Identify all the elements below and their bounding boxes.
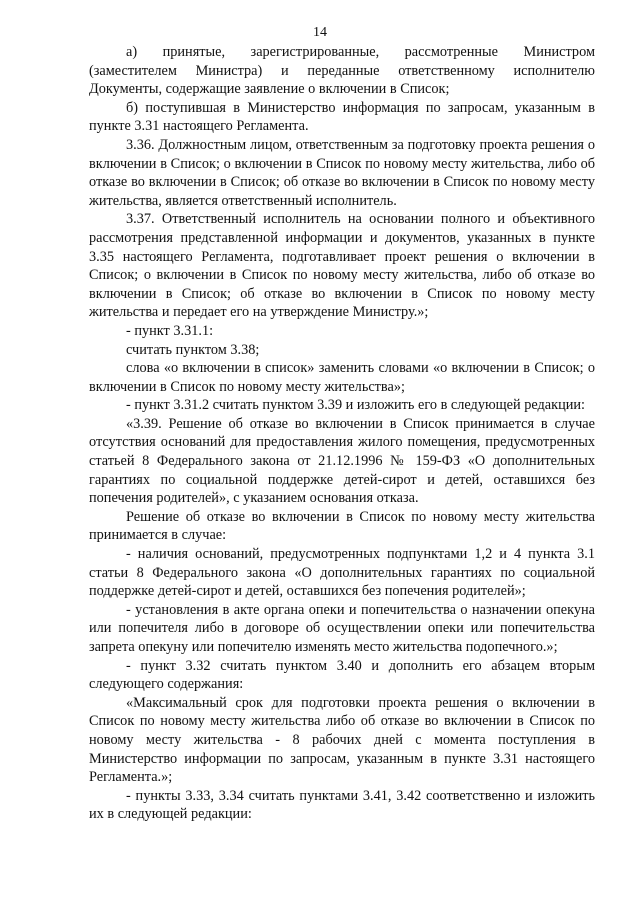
paragraph: - пункт 3.31.2 считать пунктом 3.39 и изложить его в следующей редакции: bbox=[126, 397, 586, 414]
paragraph: Решение об отказе во включении в Список по новому месту жительства принимается в случае: bbox=[89, 508, 595, 544]
paragraph: б) поступившая в Министерство информация по запросам, указанным в пункте 3.31 настоящего Регламента. bbox=[89, 99, 595, 135]
paragraph: 3.37. Ответственный исполнитель на основании полного и объективного рассмотрения представленной информации и документов, указанных в пункте 3.35 настоящего Регламента, подготавливает проект решения о включении в Список; о включении в Список по новому месту жительства, либо об отказе во включении в Список; об отказе во включении в Список по новому месту жительства и передает его на утверждение Министру.»; bbox=[89, 211, 595, 321]
paragraph: 3.36. Должностным лицом, ответственным за подготовку проекта решения о включении в Список; о включении в Список по новому месту жительства, либо об отказе во включении в Список; об отказе во включении в Список по новому месту жительства, является ответственный исполнитель. bbox=[89, 136, 595, 209]
document-body bbox=[89, 43, 595, 824]
paragraph: а) принятые, зарегистрированные, рассмотренные Министром (заместителем Министра) и переданные ответственному исполнителю Документы, содержащие заявление о включении в Список; bbox=[89, 44, 595, 98]
page-number: 14 bbox=[313, 25, 327, 40]
paragraph: слова «о включении в список» заменить словами «о включении в Список; о включении в Список по новому месту жительства»; bbox=[89, 360, 595, 395]
paragraph: - пункт 3.31.1: bbox=[126, 322, 214, 339]
paragraph: «Максимальный срок для подготовки проекта решения о включении в Список по новому месту жительства либо об отказе во включении в Список по новому месту жительства - 8 рабочих дней с момента поступления в Министерство информации по запросам, указанным в пункте 3.31 настоящего Регламента.»; bbox=[89, 694, 595, 786]
paragraph: - установления в акте органа опеки и попечительства о назначении опекуна или попечителя либо в договоре об осуществлении опеки или попечительства запрета опекуну или попечителю изменять место жительства подопечного.»; bbox=[89, 601, 595, 655]
paragraph: считать пунктом 3.38; bbox=[126, 341, 260, 358]
paragraph: - пункты 3.33, 3.34 считать пунктами 3.41, 3.42 соответственно и изложить их в следующей редакции: bbox=[89, 787, 595, 823]
paragraph: «3.39. Решение об отказе во включении в Список принимается в случае отсутствия оснований для предоставления жилого помещения, предусмотренных статьей 8 Федерального закона от 21.12.1996 № 159-ФЗ «О дополнительных гарантиях по социальной поддержке детей-сирот и детей, оставшихся без попечения родителей», с указанием основания отказа. bbox=[89, 415, 595, 507]
paragraph: - пункт 3.32 считать пунктом 3.40 и дополнить его абзацем вторым следующего содержания: bbox=[89, 657, 595, 693]
paragraph: - наличия оснований, предусмотренных подпунктами 1,2 и 4 пункта 3.1 статьи 8 Федерального закона «О дополнительных гарантиях по социальной поддержке детей-сирот и детей, оставшихся без попечения родителей»; bbox=[89, 546, 595, 600]
